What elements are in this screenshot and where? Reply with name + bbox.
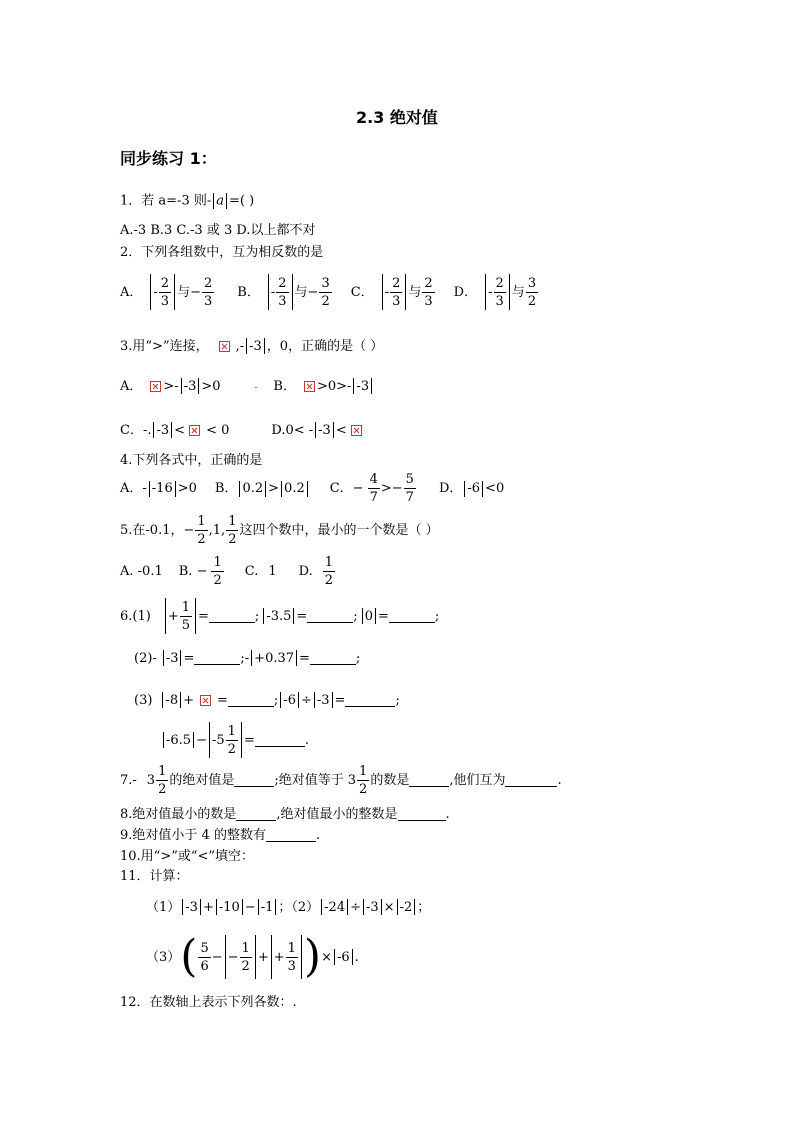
- section-heading: 同步练习 1：: [120, 149, 217, 168]
- answer-blank[interactable]: [307, 610, 353, 623]
- question-9: 9.绝对值小于 4 的整数有 .: [120, 828, 321, 843]
- question-5-options: A. -0.1 B. − $\frac{1}{2}$ C. 1 D. $\frac{1}{2}$: [120, 555, 334, 588]
- question-3-options-cd: C．-. -3 < < 0 D.0< - -3 <: [120, 422, 364, 438]
- answer-blank[interactable]: [266, 829, 316, 842]
- answer-blank[interactable]: [505, 774, 557, 787]
- question-11-stem: 11．计算：: [120, 869, 189, 884]
- question-4-stem: 4.下列各式中，正确的是: [120, 453, 263, 468]
- answer-blank[interactable]: [345, 694, 395, 707]
- answer-blank[interactable]: [194, 652, 240, 665]
- answer-blank[interactable]: [209, 610, 255, 623]
- question-2-options: A． - $\frac{2}{3}$ 与 − $\frac{2}{3}$ B． - $\frac{2}{3}$ 与 − $\frac{3}{2}$ C． - $\frac{2}{3}$ 与 $\frac{2}{3}$ D． - $\frac{2}{3}$ 与 $\frac{3}{2}$: [120, 275, 537, 309]
- answer-blank[interactable]: [234, 774, 274, 787]
- question-3-stem: 3.用“>”连接， ,- -3 ，0，正确的是（ ）: [120, 338, 384, 354]
- question-4-options: A．- -16 >0 B． 0.2 > 0.2 C．− $\frac{4}{7}$ >− $\frac{5}{7}$ D． -6 <0: [120, 472, 505, 505]
- broken-image-icon: [304, 381, 315, 392]
- answer-blank[interactable]: [409, 774, 449, 787]
- answer-blank[interactable]: [389, 610, 435, 623]
- answer-blank[interactable]: [398, 808, 446, 821]
- answer-blank[interactable]: [255, 734, 305, 747]
- question-1-options: A.-3 B.3 C.-3 或 3 D.以上都不对: [120, 223, 316, 238]
- answer-blank[interactable]: [228, 694, 274, 707]
- question-10: 10.用“>”或“<”填空：: [120, 849, 255, 864]
- answer-blank[interactable]: [236, 808, 276, 821]
- broken-image-icon: [219, 341, 230, 352]
- question-1-stem: 1．若 a=-3 则- a =( ): [120, 193, 255, 209]
- question-3-options-ab: A． >- -3 >0 . B． >0>- -3: [120, 378, 374, 394]
- question-6-line-4: -6.5 − -5 $\frac{1}{2}$ = .: [161, 722, 309, 758]
- question-11-part-1-2: （1） -3 + -10 − -1 ；（2） -24 ÷ -3 × -2 ；: [146, 899, 431, 915]
- question-8: 8.绝对值最小的数是 ,绝对值最小的整数是 .: [120, 807, 450, 822]
- broken-image-icon: [351, 425, 362, 436]
- broken-image-icon: [200, 695, 211, 706]
- answer-blank[interactable]: [310, 652, 356, 665]
- question-6-line-1: 6.(1) + $\frac{1}{5}$ = ; -3.5 = ; 0 = ;: [120, 599, 440, 633]
- question-5-stem: 5.在-0.1，− $\frac{1}{2}$ ,1, $\frac{1}{2}$ 这四个数中，最小的一个数是（ ）: [120, 514, 439, 547]
- broken-image-icon: [189, 425, 200, 436]
- question-6-line-3: (3) -8 + = ; -6 ÷ -3 = ;: [134, 692, 400, 708]
- question-12: 12．在数轴上表示下列各数：.: [120, 995, 297, 1010]
- question-7: 7.- 3 $\frac{1}{2}$ 的绝对值是 ;绝对值等于 3 $\frac{1}{2}$ 的数是 ,他们互为 .: [120, 764, 562, 797]
- page-title: 2.3 绝对值: [356, 108, 438, 127]
- question-6-line-2: (2)- -3 = ;- +0.37 = ;: [134, 650, 361, 666]
- question-2-stem: 2．下列各组数中，互为相反数的是: [120, 245, 324, 260]
- question-11-part-3: （3） ( $\frac{5}{6}$ − − $\frac{1}{2}$ + + $\frac{1}{3}$ ) × -6 .: [146, 931, 359, 982]
- broken-image-icon: [150, 381, 161, 392]
